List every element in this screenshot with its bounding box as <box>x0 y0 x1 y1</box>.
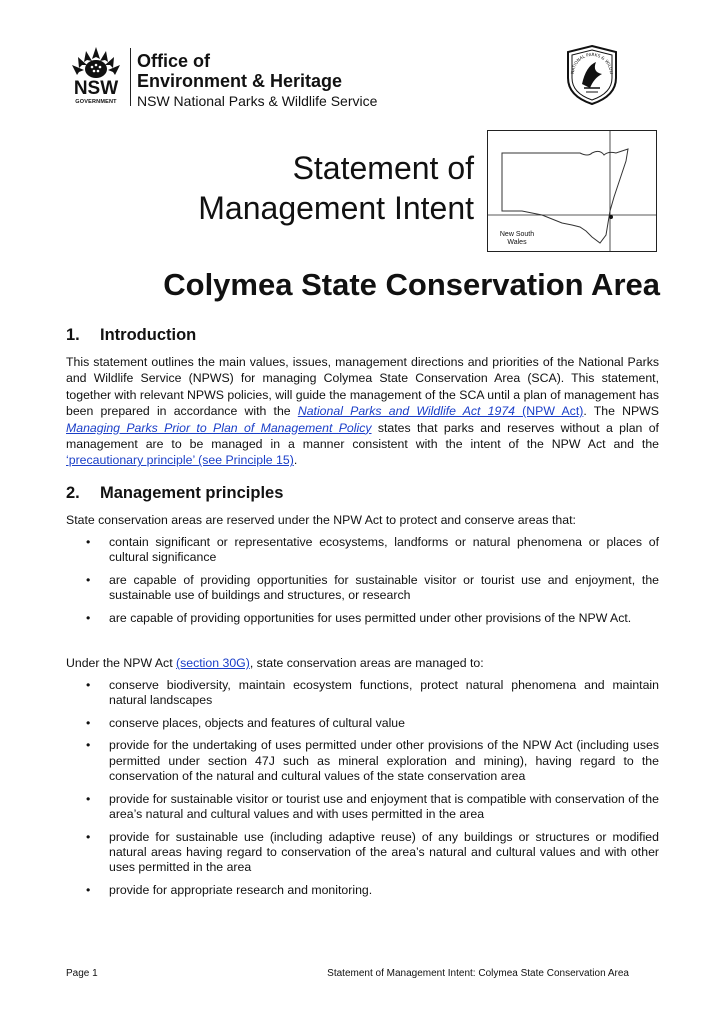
list-item: • provide for appropriate research and monitoring. <box>66 883 659 898</box>
org-name-line3: NSW National Parks & Wildlife Service <box>137 93 378 109</box>
sca-intro-paragraph: State conservation areas are reserved under the NPW Act to protect and conserve areas that: <box>66 513 576 527</box>
list-item: • conserve places, objects and features of cultural value <box>66 716 659 731</box>
managing-parks-policy-link[interactable]: Managing Parks Prior to Plan of Management Policy <box>66 420 372 435</box>
map-label-line1: New South <box>499 231 535 238</box>
nsw-government-label: GOVERNMENT <box>75 99 117 105</box>
list-item: • conserve biodiversity, maintain ecosystem functions, protect natural phenomena and maintain natural landscapes <box>66 678 659 709</box>
section-title: Introduction <box>100 326 197 344</box>
list-item: • provide for sustainable use (including adaptive reuse) of any buildings or structures or modified natural areas having regard to conservation of the area’s natural and cultural values and with other uses permitted in the area <box>66 830 659 876</box>
intro-text: Under the NPW Act <box>66 656 177 670</box>
document-title: Colymea State Conservation Area <box>163 267 660 302</box>
footer-document-title: Statement of Management Intent: Colymea State Conservation Area <box>327 968 629 979</box>
introduction-paragraph <box>66 354 659 469</box>
intro-text: , state conservation areas are managed to: <box>249 656 484 670</box>
intro-text: . The NPWS <box>583 404 659 419</box>
management-objectives-intro <box>66 655 659 671</box>
map-label-line2: Wales <box>507 239 527 246</box>
waratah-icon <box>70 45 122 81</box>
npws-emblem-icon <box>564 44 620 106</box>
intro-text: This statement outlines the main values, issues, management directions and priorities of the National Parks and Wildlife Service (NPWS) for managing Colymea State Conservation Area (SCA). This statement, together with relevant NPWS policies, will guide the management of the SCA until a plan of management has been prepared in accordance with the <box>66 355 659 419</box>
org-name-line2: Environment & Heritage <box>137 71 343 91</box>
reservation-criteria-list <box>66 535 659 633</box>
intro-text: states that parks and reserves without a plan of management are to be managed in a manner consistent with the intent of the NPW Act and the <box>66 420 659 452</box>
list-item: • provide for the undertaking of uses permitted under other provisions of the NPW Act (including uses permitted under section 47J such as mineral exploration and mining), having regard to the conservation of the natural and cultural values of the state conservation area <box>66 738 659 784</box>
section-1-heading <box>66 325 196 345</box>
nsw-government-logo <box>66 45 126 109</box>
org-name-line1: Office of <box>137 51 211 71</box>
map-label <box>499 231 535 247</box>
npw-act-abbrev-link[interactable]: (NPW Act) <box>515 404 584 419</box>
section-30g-link[interactable]: (section 30G) <box>176 656 250 670</box>
section-2-heading <box>66 483 283 503</box>
emblem-text: NATIONAL PARKS & WILDLI <box>569 51 615 75</box>
section-number: 1. <box>66 326 80 344</box>
management-objectives-list <box>66 678 659 905</box>
section-title: Management principles <box>100 484 284 502</box>
statement-title-line2: Management Intent <box>198 190 474 226</box>
list-item: • provide for sustainable visitor or tourist use and enjoyment that is compatible with conservation of the area’s natural and cultural values and with uses permitted in the area <box>66 792 659 823</box>
logo-divider <box>130 48 131 106</box>
page-number: Page 1 <box>66 968 98 979</box>
precautionary-principle-link[interactable]: ‘precautionary principle’ (see Principle 15) <box>66 453 294 468</box>
list-item: • are capable of providing opportunities for uses permitted under other provisions of the NPW Act. <box>66 611 659 626</box>
npw-act-link[interactable]: National Parks and Wildlife Act 1974 <box>297 404 515 419</box>
section-number: 2. <box>66 484 80 502</box>
intro-text: . <box>293 453 298 468</box>
list-item: • contain significant or representative ecosystems, landforms or natural phenomena or places of cultural significance <box>66 535 659 566</box>
list-item: • are capable of providing opportunities for sustainable visitor or tourist use and enjoyment, the sustainable use of buildings and structures, or research <box>66 573 659 604</box>
nsw-wordmark: NSW <box>73 78 119 99</box>
statement-title-line1: Statement of <box>292 150 474 186</box>
